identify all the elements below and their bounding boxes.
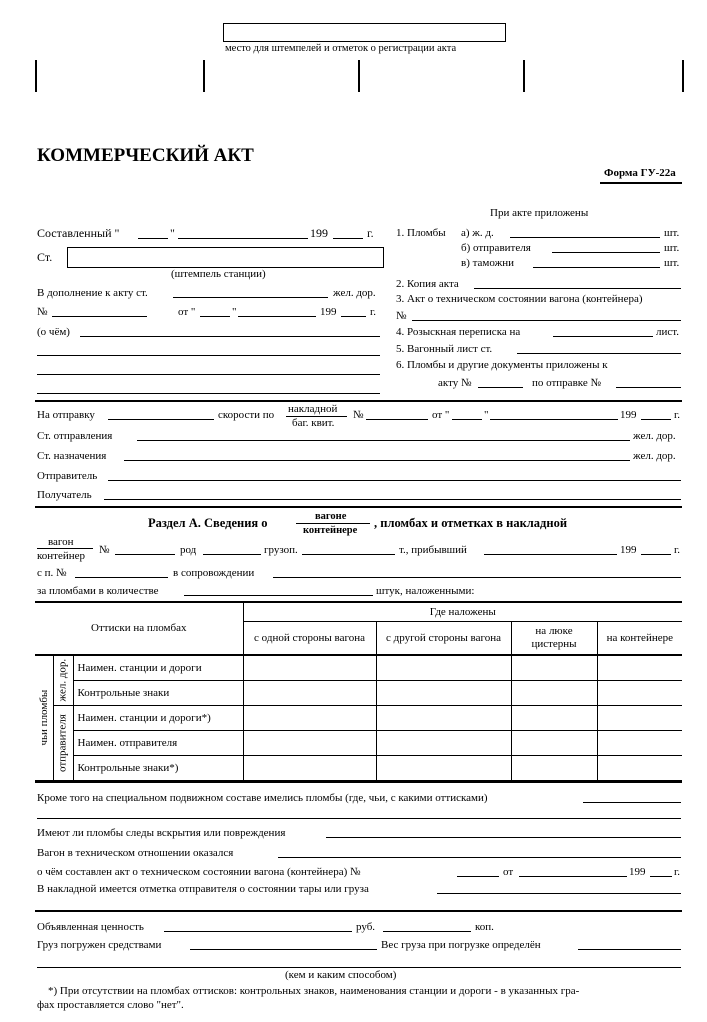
attachments-title: При акте приложены: [490, 207, 589, 219]
rail-label: жел. дор.: [333, 287, 376, 299]
table-cell[interactable]: [243, 681, 376, 706]
seals-sender-field[interactable]: [552, 252, 660, 253]
seals-customs-label: в) таможни: [461, 257, 514, 269]
year-suffix: г.: [674, 866, 681, 878]
traces-label: Имеют ли пломбы следы вскрытия или повреждения: [37, 827, 286, 839]
year-prefix: 199: [310, 226, 328, 240]
tick-mark: [682, 60, 684, 92]
seals-count-field[interactable]: [184, 595, 373, 596]
section-a-title-rest: , пломбах и отметках в накладной: [374, 516, 568, 530]
table-cell[interactable]: [511, 731, 597, 756]
from-label: от ": [178, 306, 196, 318]
departure-field[interactable]: [137, 440, 630, 441]
by-whom-caption: (кем и каким способом): [285, 969, 397, 981]
kind-label: род: [180, 544, 197, 556]
table-cell[interactable]: [376, 731, 511, 756]
tick-mark: [358, 60, 360, 92]
year-prefix: 199: [629, 866, 646, 878]
documents-label: 6. Пломбы и другие документы приложены к: [396, 359, 608, 371]
table-cell[interactable]: [511, 681, 597, 706]
to-shipment-field[interactable]: [616, 387, 681, 388]
loaded-by-field[interactable]: [190, 949, 377, 950]
number-label: №: [37, 306, 48, 318]
number-label: №: [99, 544, 110, 556]
waybill-month-field[interactable]: [490, 419, 618, 420]
kind-field[interactable]: [203, 554, 261, 555]
group-sender-label: отправителя: [53, 706, 73, 781]
tick-mark: [523, 60, 525, 92]
number-label: №: [396, 310, 407, 322]
tick-mark: [203, 60, 205, 92]
row-label: Наимен. станции и дороги*): [73, 706, 243, 731]
declared-value-kop-field[interactable]: [383, 931, 471, 932]
special-stock-field[interactable]: [583, 802, 681, 803]
destination-field[interactable]: [124, 460, 630, 461]
divider: [35, 601, 682, 603]
table-cell[interactable]: [597, 706, 682, 731]
quote: ": [484, 409, 489, 421]
arrived-label: т., прибывший: [399, 544, 467, 556]
table-cell[interactable]: [597, 756, 682, 781]
act-number-field[interactable]: [52, 316, 147, 317]
section-a-title: Раздел А. Сведения о: [148, 516, 268, 530]
about-line[interactable]: [37, 355, 380, 356]
shipment-field[interactable]: [108, 419, 214, 420]
departure-label: Ст. отправления: [37, 430, 113, 442]
registration-stamp-box[interactable]: [223, 23, 506, 42]
footnote: *) При отсутствии на пломбах оттисков: контрольных знаков, наименования станции и дороги - в указанных гра-: [48, 985, 580, 997]
pcs-label: шт.: [664, 227, 680, 239]
year-suffix: г.: [370, 306, 377, 318]
seals-table: [35, 602, 682, 781]
baggage-receipt-option: баг. квит.: [292, 417, 335, 429]
day-field[interactable]: [138, 238, 168, 239]
sender-mark-field[interactable]: [437, 893, 681, 894]
divider: [35, 400, 682, 402]
addition-station-field[interactable]: [173, 297, 328, 298]
condition-field[interactable]: [278, 857, 681, 858]
escort-field[interactable]: [273, 577, 681, 578]
month-field[interactable]: [178, 238, 308, 239]
wagon-sheet-label: 5. Вагонный лист ст.: [396, 343, 493, 355]
addition-label: В дополнение к акту ст.: [37, 287, 148, 299]
row-label: Контрольные знаки: [73, 681, 243, 706]
station-label: Ст.: [37, 250, 53, 264]
station-stamp-field[interactable]: [67, 247, 384, 268]
arrival-date-field[interactable]: [484, 554, 617, 555]
divider: [35, 506, 682, 508]
receiver-field[interactable]: [104, 499, 681, 500]
arrival-year-field[interactable]: [641, 554, 671, 555]
year-field[interactable]: [333, 238, 363, 239]
tick-mark: [35, 60, 37, 92]
from-year-field[interactable]: [341, 316, 366, 317]
col-other-side: с другой стороны вагона: [376, 622, 511, 656]
table-cell[interactable]: [376, 756, 511, 781]
table-cell[interactable]: [376, 681, 511, 706]
destination-label: Ст. назначения: [37, 450, 107, 462]
col-one-side: с одной стороны вагона: [243, 622, 376, 656]
sheets-label: лист.: [656, 326, 679, 338]
table-cell[interactable]: [597, 731, 682, 756]
year-prefix: 199: [620, 409, 637, 421]
table-cell[interactable]: [597, 655, 682, 681]
waybill-number-field[interactable]: [366, 419, 428, 420]
rail-label: жел. дор.: [633, 430, 676, 442]
section-a-container-option: контейнере: [303, 525, 358, 536]
year-prefix: 199: [320, 306, 337, 318]
tech-act-number-field[interactable]: [457, 876, 499, 877]
tech-act-label: 3. Акт о техническом состоянии вагона (контейнера): [396, 293, 643, 305]
where-applied-header: Где наложены: [243, 603, 682, 622]
seals-rail-field[interactable]: [510, 237, 660, 238]
weight-line[interactable]: [37, 967, 681, 968]
col-container: на контейнере: [597, 622, 682, 656]
from-month-field[interactable]: [238, 316, 316, 317]
divider: [35, 910, 682, 912]
table-cell[interactable]: [376, 706, 511, 731]
quote: ": [232, 306, 237, 318]
fraction-line: [296, 523, 370, 524]
waybill-option: накладной: [288, 403, 338, 415]
shipment-label: На отправку: [37, 409, 95, 421]
loaded-by-label: Груз погружен средствами: [37, 939, 162, 951]
section-a-wagon-option: вагоне: [315, 511, 347, 522]
capacity-field[interactable]: [302, 554, 395, 555]
receiver-label: Получатель: [37, 489, 92, 501]
group-rail-label: жел. дор.: [53, 655, 73, 706]
year-suffix: г.: [367, 226, 374, 240]
speed-label: скорости по: [218, 409, 275, 421]
table-cell[interactable]: [243, 731, 376, 756]
composed-label: Составленный ": [37, 226, 120, 240]
about-line[interactable]: [37, 393, 380, 394]
quote: ": [170, 226, 175, 240]
declared-value-rub-field[interactable]: [164, 931, 352, 932]
rail-label: жел. дор.: [633, 450, 676, 462]
imprints-header: Оттиски на пломбах: [35, 603, 243, 656]
tech-act-label: о чём составлен акт о техническом состоянии вагона (контейнера) №: [37, 866, 361, 878]
rub-label: руб.: [356, 921, 376, 933]
pcs-label: шт.: [664, 257, 680, 269]
table-cell[interactable]: [511, 706, 597, 731]
copy-label: 2. Копия акта: [396, 278, 459, 290]
pcs-label: шт.: [664, 242, 680, 254]
station-caption: (штемпель станции): [171, 268, 266, 280]
condition-label: Вагон в техническом отношении оказался: [37, 847, 234, 859]
wagon-number-field[interactable]: [115, 554, 175, 555]
about-field[interactable]: [80, 336, 380, 337]
special-stock-line[interactable]: [37, 818, 681, 819]
traces-field[interactable]: [326, 837, 681, 838]
year-suffix: г.: [674, 409, 681, 421]
to-act-label: акту №: [438, 377, 472, 389]
year-prefix: 199: [620, 544, 637, 556]
form-label: Форма ГУ-22а: [604, 167, 676, 179]
waybill-year-field[interactable]: [641, 419, 671, 420]
seals-count-label: за пломбами в количестве: [37, 585, 159, 597]
copy-field[interactable]: [474, 288, 681, 289]
fraction-line: [37, 548, 93, 549]
declared-value-label: Объявленная ценность: [37, 921, 144, 933]
pcs-applied-label: штук, наложенными:: [376, 585, 475, 597]
seals-customs-field[interactable]: [533, 267, 660, 268]
table-cell[interactable]: [243, 655, 376, 681]
divider: [35, 781, 682, 783]
table-cell[interactable]: [376, 655, 511, 681]
seals-rail-label: а) ж. д.: [461, 227, 494, 239]
table-cell[interactable]: [243, 706, 376, 731]
about-line[interactable]: [37, 374, 380, 375]
waybill-day-field[interactable]: [452, 419, 482, 420]
row-label: Контрольные знаки*): [73, 756, 243, 781]
table-cell[interactable]: [597, 681, 682, 706]
train-number-field[interactable]: [75, 577, 168, 578]
page-title: КОММЕРЧЕСКИЙ АКТ: [37, 145, 254, 166]
form-label-underline: [600, 182, 682, 184]
weight-label: Вес груза при погрузке определён: [381, 939, 541, 951]
tech-act-year-field[interactable]: [650, 876, 672, 877]
number-label: №: [353, 409, 364, 421]
footnote: фах проставляется слово "нет".: [37, 999, 184, 1011]
table-cell[interactable]: [511, 756, 597, 781]
special-stock-label: Кроме того на специальном подвижном составе имелись пломбы (где, чьи, с какими оттисками): [37, 792, 488, 804]
tech-act-number-field[interactable]: [412, 320, 681, 321]
seals-sender-label: б) отправителя: [461, 242, 531, 254]
seals-label: 1. Пломбы: [396, 227, 446, 239]
to-act-field[interactable]: [478, 387, 523, 388]
wagon-option: вагон: [48, 536, 74, 548]
capacity-label: грузоп.: [264, 544, 298, 556]
col-tank-hatch: на люке цистерны: [511, 622, 597, 656]
from-label: от: [503, 866, 514, 878]
table-cell[interactable]: [243, 756, 376, 781]
row-label: Наимен. отправителя: [73, 731, 243, 756]
weight-field[interactable]: [578, 949, 681, 950]
from-day-field[interactable]: [200, 316, 230, 317]
container-option: контейнер: [37, 550, 86, 562]
whose-seals-label: чьи пломбы: [35, 655, 53, 781]
row-label: Наимен. станции и дороги: [73, 655, 243, 681]
wagon-sheet-field[interactable]: [517, 353, 681, 354]
kop-label: коп.: [475, 921, 494, 933]
tech-act-date-field[interactable]: [519, 876, 627, 877]
from-label: от ": [432, 409, 450, 421]
search-label: 4. Розыскная переписка на: [396, 326, 521, 338]
year-suffix: г.: [674, 544, 681, 556]
stamp-caption: место для штемпелей и отметок о регистрации акта: [225, 43, 457, 54]
table-cell[interactable]: [511, 655, 597, 681]
search-field[interactable]: [553, 336, 653, 337]
to-shipment-label: по отправке №: [532, 377, 601, 389]
train-label: с п. №: [37, 567, 67, 579]
sender-label: Отправитель: [37, 470, 98, 482]
sender-mark-label: В накладной имеется отметка отправителя о состоянии тары или груза: [37, 883, 369, 895]
sender-field[interactable]: [108, 480, 681, 481]
about-label: (о чём): [37, 326, 70, 338]
escort-label: в сопровождении: [173, 567, 255, 579]
